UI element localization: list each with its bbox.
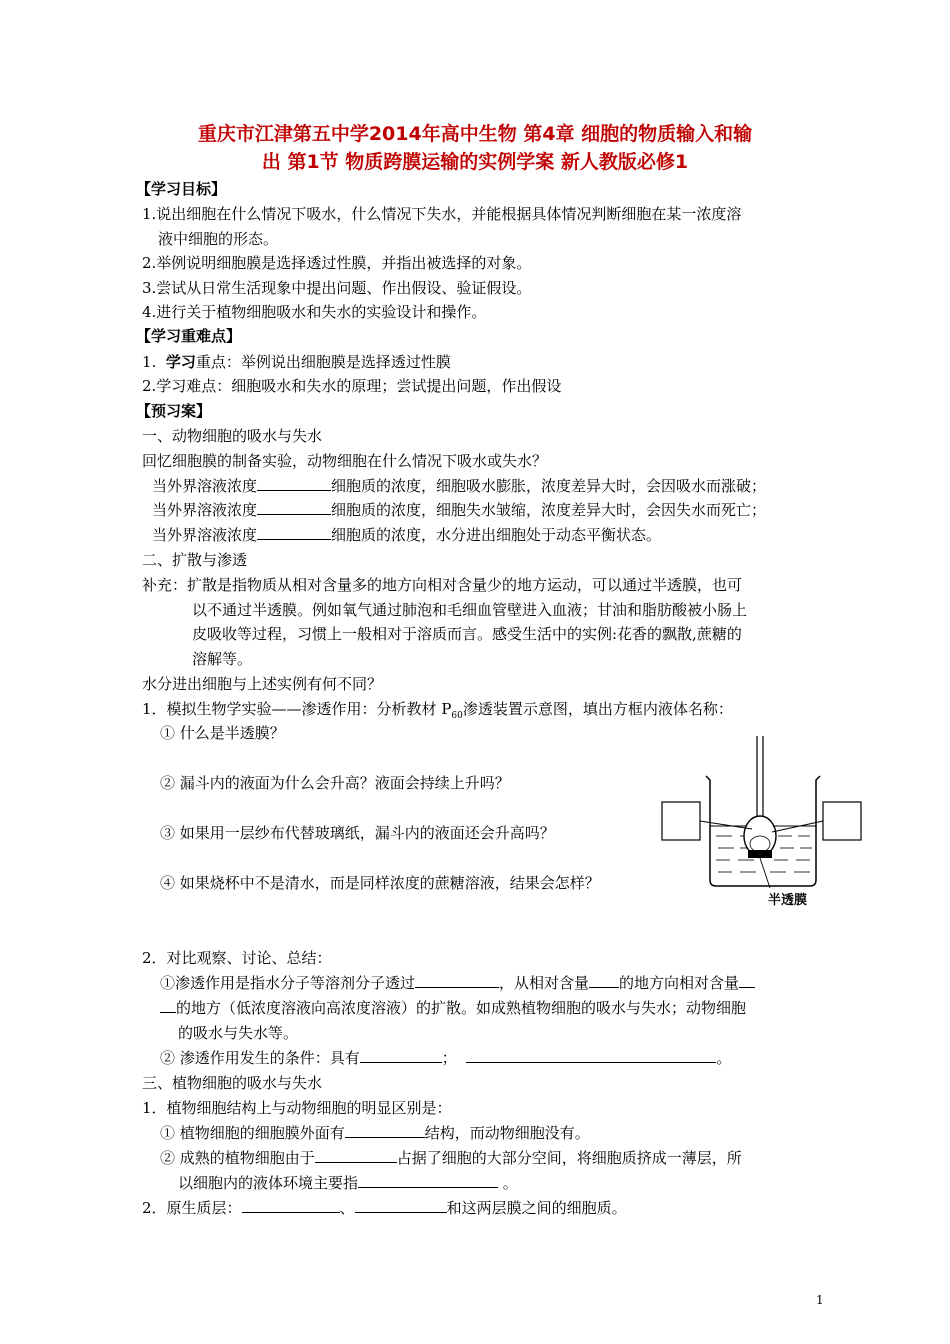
blank-field[interactable]	[739, 972, 755, 988]
title-line-1: 重庆市江津第五中学2014年高中生物 第4章 细胞的物质输入和输	[197, 123, 753, 145]
key-1-rest: 重点：举例说出细胞膜是选择透过性膜	[195, 353, 451, 371]
difference-question: 水分进出细胞与上述实例有何不同？	[142, 675, 383, 693]
supplement-2: 以不通过半透膜。例如氧气通过肺泡和毛细血管壁进入血液；甘油和脂肪酸被小肠上	[192, 601, 748, 619]
compare-4-end: 。	[716, 1049, 732, 1067]
condition-2-lead: 当外界溶液浓度	[152, 501, 258, 519]
question-3: ③ 如果用一层纱布代替玻璃纸，漏斗内的液面还会升高吗？	[160, 824, 555, 842]
goal-3: 3.尝试从日常生活现象中提出问题、作出假设、验证假设。	[142, 279, 532, 297]
p3-a1-rest: 结构，而动物细胞没有。	[424, 1124, 590, 1142]
p3-a2-lead: ② 成熟的植物细胞由于	[160, 1149, 315, 1167]
condition-1	[152, 475, 766, 497]
compare-line-2	[160, 997, 746, 1019]
part-2-title: 二、扩散与渗透	[142, 551, 248, 569]
blank-field[interactable]	[415, 972, 499, 988]
blank-field[interactable]	[160, 997, 176, 1013]
part-3-question-1: 1．植物细胞结构上与动物细胞的明显区别是：	[142, 1099, 452, 1117]
p3-q2-rest: 和这两层膜之间的细胞质。	[446, 1199, 627, 1217]
blank-field[interactable]	[257, 475, 331, 491]
supplement-3: 皮吸收等过程，习惯上一般相对于溶质而言。感受生活中的实例:花香的飘散,蔗糖的	[192, 625, 742, 643]
blank-field[interactable]	[345, 1122, 425, 1138]
goal-4: 4.进行关于植物细胞吸水和失水的实验设计和操作。	[142, 303, 487, 321]
blank-field[interactable]	[257, 499, 331, 515]
part-3-question-2	[142, 1197, 627, 1219]
compare-4-sep: ；	[441, 1049, 457, 1067]
blank-field[interactable]	[358, 1172, 498, 1188]
page-number: 1	[816, 1293, 824, 1307]
section-preview-heading: 【预习案】	[136, 402, 212, 420]
goal-1b: 液中细胞的形态。	[158, 230, 279, 248]
condition-3-rest: 细胞质的浓度，水分进出细胞处于动态平衡状态。	[331, 526, 662, 544]
condition-1-rest: 细胞质的浓度，细胞吸水膨胀，浓度差异大时，会因吸水而涨破；	[331, 477, 767, 495]
compare-4-lead: ② 渗透作用发生的条件：具有	[160, 1049, 360, 1067]
compare-1-tail: 的地方向相对含量	[619, 974, 740, 992]
p3-a3-end: 。	[502, 1174, 518, 1192]
part-3-title: 三、植物细胞的吸水与失水	[142, 1074, 323, 1092]
supplement-1: 补充：扩散是指物质从相对含量多的地方向相对含量少的地方运动，可以通过半透膜，也可	[142, 576, 743, 594]
compare-1-lead: ①渗透作用是指水分子等溶剂分子透过	[160, 974, 416, 992]
simulation-lead: 1．模拟生物学实验——渗透作用：分析教材 P	[142, 700, 452, 718]
p3-q2-lead: 2．原生质层：	[142, 1199, 242, 1217]
osmosis-diagram	[660, 732, 865, 912]
blank-field[interactable]	[360, 1047, 442, 1063]
question-4: ④ 如果烧杯中不是清水，而是同样浓度的蔗糖溶液，结果会怎样？	[160, 874, 600, 892]
part-3-answer-1	[160, 1122, 590, 1144]
compare-line-4	[160, 1047, 731, 1069]
simulation-rest: 渗透装置示意图，填出方框内液体名称：	[462, 700, 733, 718]
condition-3	[152, 524, 661, 546]
condition-3-lead: 当外界溶液浓度	[152, 526, 258, 544]
right-label-box[interactable]	[823, 802, 861, 840]
compare-line-1	[160, 972, 755, 994]
compare-1-mid: ，从相对含量	[499, 974, 590, 992]
left-label-box[interactable]	[662, 802, 700, 840]
blank-field[interactable]	[315, 1147, 397, 1163]
part-1-question: 回忆细胞膜的制备实验，动物细胞在什么情况下吸水或失水？	[142, 452, 548, 470]
blank-field[interactable]	[242, 1197, 340, 1213]
page-subscript: 60	[451, 711, 463, 721]
section-key-heading: 【学习重难点】	[136, 327, 242, 345]
key-1-bold: 学习	[165, 353, 196, 371]
compare-line-3: 的吸水与失水等。	[178, 1024, 299, 1042]
blank-field[interactable]	[257, 524, 331, 540]
blank-field[interactable]	[466, 1047, 716, 1063]
condition-1-lead: 当外界溶液浓度	[152, 477, 258, 495]
condition-2	[152, 499, 766, 521]
part-3-answer-3	[178, 1172, 518, 1194]
compare-title: 2．对比观察、讨论、总结：	[142, 949, 332, 967]
membrane-icon	[748, 850, 772, 858]
key-point-1	[142, 351, 451, 373]
key-1-num: 1.	[142, 353, 157, 371]
supplement-4: 溶解等。	[192, 650, 253, 668]
membrane-label: 半透膜	[768, 893, 808, 908]
p3-a2-rest: 占据了细胞的大部分空间，将细胞质挤成一薄层，所	[396, 1149, 742, 1167]
part-1-title: 一、动物细胞的吸水与失水	[142, 427, 323, 445]
compare-2-text: 的地方（低浓度溶液向高浓度溶液）的扩散。如成熟植物细胞的吸水与失水；动物细胞	[176, 999, 747, 1017]
p3-q2-sep: 、	[339, 1199, 355, 1217]
p3-a1-lead: ① 植物细胞的细胞膜外面有	[160, 1124, 345, 1142]
section-goals-heading: 【学习目标】	[136, 180, 227, 198]
p3-a3-lead: 以细胞内的液体环境主要指	[178, 1174, 359, 1192]
condition-2-rest: 细胞质的浓度，细胞失水皱缩，浓度差异大时，会因失水而死亡；	[331, 501, 767, 519]
question-2: ② 漏斗内的液面为什么会升高？液面会持续上升吗？	[160, 774, 510, 792]
key-point-2: 2.学习难点：细胞吸水和失水的原理；尝试提出问题，作出假设	[142, 377, 562, 395]
title-line-2: 出 第1节 物质跨膜运输的实例学案 新人教版必修1	[261, 151, 689, 173]
blank-field[interactable]	[355, 1197, 447, 1213]
goal-2: 2.举例说明细胞膜是选择透过性膜，并指出被选择的对象。	[142, 254, 532, 272]
goal-1a: 1.说出细胞在什么情况下吸水，什么情况下失水，并能根据具体情况判断细胞在某一浓度溶	[142, 205, 742, 223]
part-3-answer-2	[160, 1147, 742, 1169]
blank-field[interactable]	[589, 972, 619, 988]
question-1: ① 什么是半透膜？	[160, 724, 285, 742]
